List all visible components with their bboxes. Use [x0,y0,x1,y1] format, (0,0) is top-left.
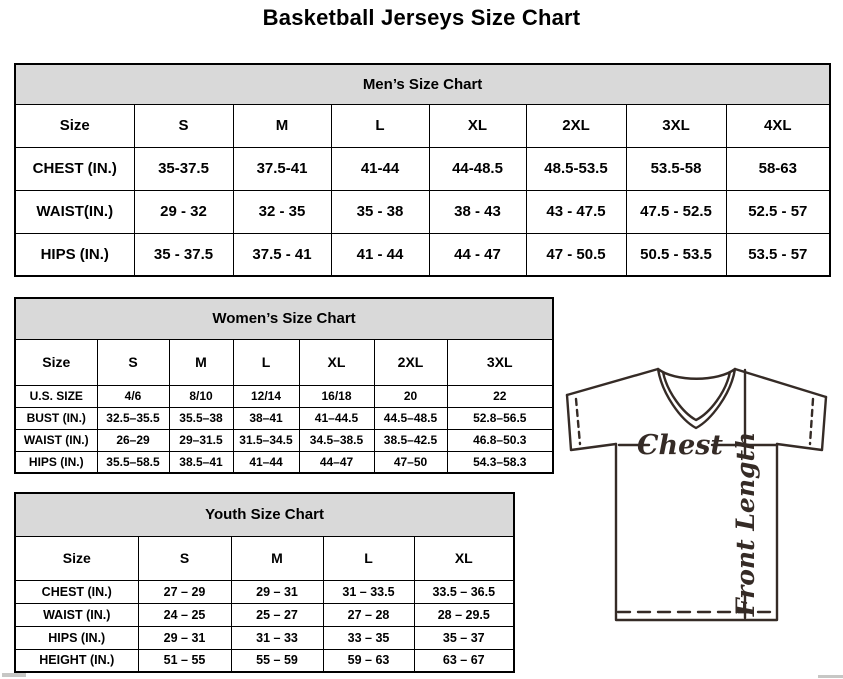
table-row [15,626,514,649]
table-cell: 31 – 33 [231,626,323,649]
table-cell: 38.5–42.5 [374,429,447,451]
mens-col-header: 4XL [726,104,830,147]
youth-col-header: Size [15,536,138,580]
youth-col-header: XL [414,536,514,580]
womens-col-header: M [169,339,233,385]
table-row [15,147,830,190]
table-cell: 55 – 59 [231,649,323,672]
womens-row-label: U.S. SIZE [15,385,97,407]
table-cell: 47.5 - 52.5 [626,190,726,233]
table-cell: 33.5 – 36.5 [414,580,514,603]
table-cell: 33 – 35 [323,626,414,649]
mens-col-header: 3XL [626,104,726,147]
jersey-left-sleeve [567,395,616,450]
youth-col-header: S [138,536,231,580]
table-cell: 46.8–50.3 [447,429,553,451]
table-cell: 34.5–38.5 [299,429,374,451]
table-cell: 16/18 [299,385,374,407]
table-cell: 24 – 25 [138,603,231,626]
womens-chart-title: Women’s Size Chart [15,298,553,339]
womens-row-label: HIPS (IN.) [15,451,97,473]
table-cell: 43 - 47.5 [526,190,626,233]
youth-row-label: WAIST (IN.) [15,603,138,626]
table-cell: 29–31.5 [169,429,233,451]
mens-chart-title: Men’s Size Chart [15,64,830,104]
table-cell: 37.5-41 [233,147,331,190]
table-cell: 50.5 - 53.5 [626,233,726,276]
table-cell: 22 [447,385,553,407]
mens-col-header: XL [429,104,526,147]
table-cell: 58-63 [726,147,830,190]
mens-size-chart-table [14,63,831,277]
table-cell: 53.5 - 57 [726,233,830,276]
table-cell: 12/14 [233,385,299,407]
table-cell: 51 – 55 [138,649,231,672]
table-row [15,190,830,233]
womens-row-label: WAIST (IN.) [15,429,97,451]
youth-chart-title: Youth Size Chart [15,493,514,536]
table-row [15,649,514,672]
table-cell: 27 – 29 [138,580,231,603]
womens-col-header: S [97,339,169,385]
table-cell: 52.8–56.5 [447,407,553,429]
table-cell: 29 - 32 [134,190,233,233]
table-cell: 35-37.5 [134,147,233,190]
jersey-shoulder-lines [567,369,826,397]
table-cell: 29 – 31 [231,580,323,603]
mens-col-header: S [134,104,233,147]
mens-col-header: 2XL [526,104,626,147]
youth-row-label: HIPS (IN.) [15,626,138,649]
table-cell: 44.5–48.5 [374,407,447,429]
table-cell: 32 - 35 [233,190,331,233]
womens-col-header: Size [15,339,97,385]
table-cell: 35.5–58.5 [97,451,169,473]
table-cell: 28 – 29.5 [414,603,514,626]
mens-row-label: WAIST(IN.) [15,190,134,233]
table-cell: 32.5–35.5 [97,407,169,429]
jersey-measurement-diagram [563,366,839,626]
table-row [15,429,553,451]
youth-row-label: CHEST (IN.) [15,580,138,603]
table-cell: 31 – 33.5 [323,580,414,603]
table-row [15,233,830,276]
table-cell: 31.5–34.5 [233,429,299,451]
table-cell: 27 – 28 [323,603,414,626]
table-cell: 8/10 [169,385,233,407]
womens-col-header: L [233,339,299,385]
table-cell: 35 - 37.5 [134,233,233,276]
table-cell: 29 – 31 [138,626,231,649]
table-cell: 37.5 - 41 [233,233,331,276]
youth-col-header: M [231,536,323,580]
jersey-left-cuff-dashes [576,399,580,444]
table-cell: 54.3–58.3 [447,451,553,473]
table-cell: 38–41 [233,407,299,429]
mens-row-label: CHEST (IN.) [15,147,134,190]
page-title: Basketball Jerseys Size Chart [262,5,581,30]
mens-col-header: Size [15,104,134,147]
table-cell: 44 - 47 [429,233,526,276]
table-cell: 35 – 37 [414,626,514,649]
womens-col-header: 2XL [374,339,447,385]
table-cell: 44–47 [299,451,374,473]
jersey-right-cuff-dashes [810,399,813,444]
mens-row-label: HIPS (IN.) [15,233,134,276]
table-cell: 4/6 [97,385,169,407]
table-cell: 35 - 38 [331,190,429,233]
table-cell: 47 - 50.5 [526,233,626,276]
table-cell: 48.5-53.5 [526,147,626,190]
table-cell: 63 – 67 [414,649,514,672]
womens-size-chart-table [14,297,554,474]
table-cell: 44-48.5 [429,147,526,190]
table-cell: 41–44 [233,451,299,473]
table-row [15,407,553,429]
jersey-collar [658,369,735,428]
table-cell: 41 - 44 [331,233,429,276]
table-cell: 41-44 [331,147,429,190]
youth-col-header: L [323,536,414,580]
mens-col-header: M [233,104,331,147]
table-cell: 25 – 27 [231,603,323,626]
youth-row-label: HEIGHT (IN.) [15,649,138,672]
table-cell: 41–44.5 [299,407,374,429]
chest-measure-label: Chest [637,430,723,461]
table-row [15,580,514,603]
table-cell: 20 [374,385,447,407]
table-cell: 47–50 [374,451,447,473]
womens-col-header: XL [299,339,374,385]
table-row [15,385,553,407]
table-cell: 38 - 43 [429,190,526,233]
table-cell: 59 – 63 [323,649,414,672]
womens-col-header: 3XL [447,339,553,385]
table-row [15,451,553,473]
horizontal-scrollbar-fragment-left[interactable] [2,673,26,677]
jersey-right-sleeve [777,397,826,450]
womens-row-label: BUST (IN.) [15,407,97,429]
youth-size-chart-table [14,492,515,673]
table-cell: 38.5–41 [169,451,233,473]
horizontal-scrollbar-fragment-right[interactable] [818,675,843,678]
front-length-measure-label: Front Length [731,431,760,617]
table-cell: 26–29 [97,429,169,451]
mens-col-header: L [331,104,429,147]
table-cell: 53.5-58 [626,147,726,190]
table-row [15,603,514,626]
table-cell: 35.5–38 [169,407,233,429]
table-cell: 52.5 - 57 [726,190,830,233]
